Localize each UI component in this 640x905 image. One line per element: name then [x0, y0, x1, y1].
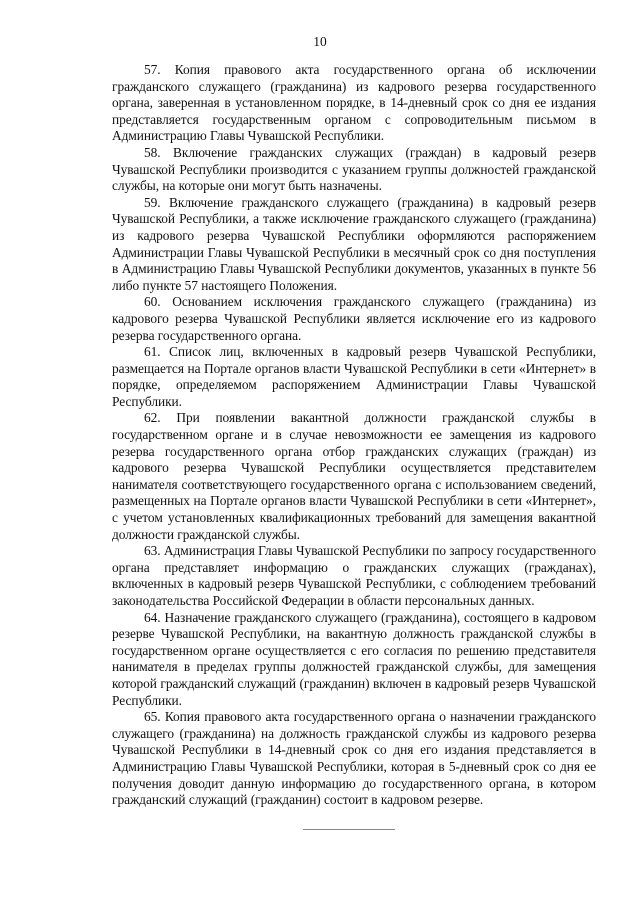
- paragraph-58: 58. Включение гражданских служащих (граждан) в кадровый резерв Чувашской Республики производится с указанием группы должностей гражданской службы, на которые они могут быть назначены.: [112, 144, 596, 194]
- paragraph-65: 65. Копия правового акта государственного органа о назначении гражданского служащего (гражданина) на должность гражданской службы из кадрового резерва Чувашской Республики в 14-дневный срок со дня его издания представляется в Администрацию Главы Чувашской Республики, которая в 5-дневный срок со дня ее получения доводит данную информацию до государственного органа, в котором гражданский служащий (гражданин) состоит в кадровом резерве.: [112, 709, 596, 808]
- paragraph-63: 63. Администрация Главы Чувашской Республики по запросу государственного органа представляет информацию о гражданских служащих (гражданах), включенных в кадровый резерв Чувашской Республики, с соблюдением требований законодательства Российской Федерации в области персональных данных.: [112, 543, 596, 608]
- paragraph-64: 64. Назначение гражданского служащего (гражданина), состоящего в кадровом резерве Чувашской Республики, на вакантную должность гражданской службы в государственном органе осуществляется с его согласия по решению представителя нанимателя в пределах группы должностей гражданской службы, для замещения которой гражданский служащий (гражданин) включен в кадровый резерв Чувашской Республики.: [112, 609, 596, 708]
- paragraph-60: 60. Основанием исключения гражданского служащего (гражданина) из кадрового резерва Чувашской Республики является исключение его из кадрового резерва государственного органа.: [112, 294, 596, 343]
- paragraph-57: 57. Копия правового акта государственного органа об исключении гражданского служащего (гражданина) из кадрового резерва государственного органа, заверенная в установленном порядке, в 14-дневный срок со дня ее издания представляется государственным органом с сопроводительным письмом в Администрацию Главы Чувашской Республики.: [112, 62, 596, 144]
- end-of-text-divider: [303, 829, 395, 830]
- document-body: [112, 62, 596, 809]
- paragraph-61: 61. Список лиц, включенных в кадровый резерв Чувашской Республики, размещается на Портале органов власти Чувашской Республики в сети «Интернет» в порядке, определяемом распоряжением Администрации Главы Чувашской Республики.: [112, 344, 596, 409]
- page-number: 10: [313, 34, 327, 49]
- paragraph-62: 62. При появлении вакантной должности гражданской службы в государственном органе и в случае невозможности ее замещения из кадрового резерва государственного органа отбор гражданских служащих (граждан) из кадрового резерва Чувашской Республики осуществляется представителем нанимателя соответствующего государственного органа с использованием сведений, размещенных на Портале органов власти Чувашской Республики в сети «Интернет», с учетом установленных квалификационных требований для замещения вакантной должности гражданской службы.: [112, 410, 596, 542]
- paragraph-59: 59. Включение гражданского служащего (гражданина) в кадровый резерв Чувашской Республики, а также исключение гражданского служащего (гражданина) из кадрового резерва Чувашской Республики оформляются распоряжением Администрации Главы Чувашской Республики в месячный срок со дня поступления в Администрацию Главы Чувашской Республики документов, указанных в пункте 56 либо пункте 57 настоящего Положения.: [112, 194, 596, 293]
